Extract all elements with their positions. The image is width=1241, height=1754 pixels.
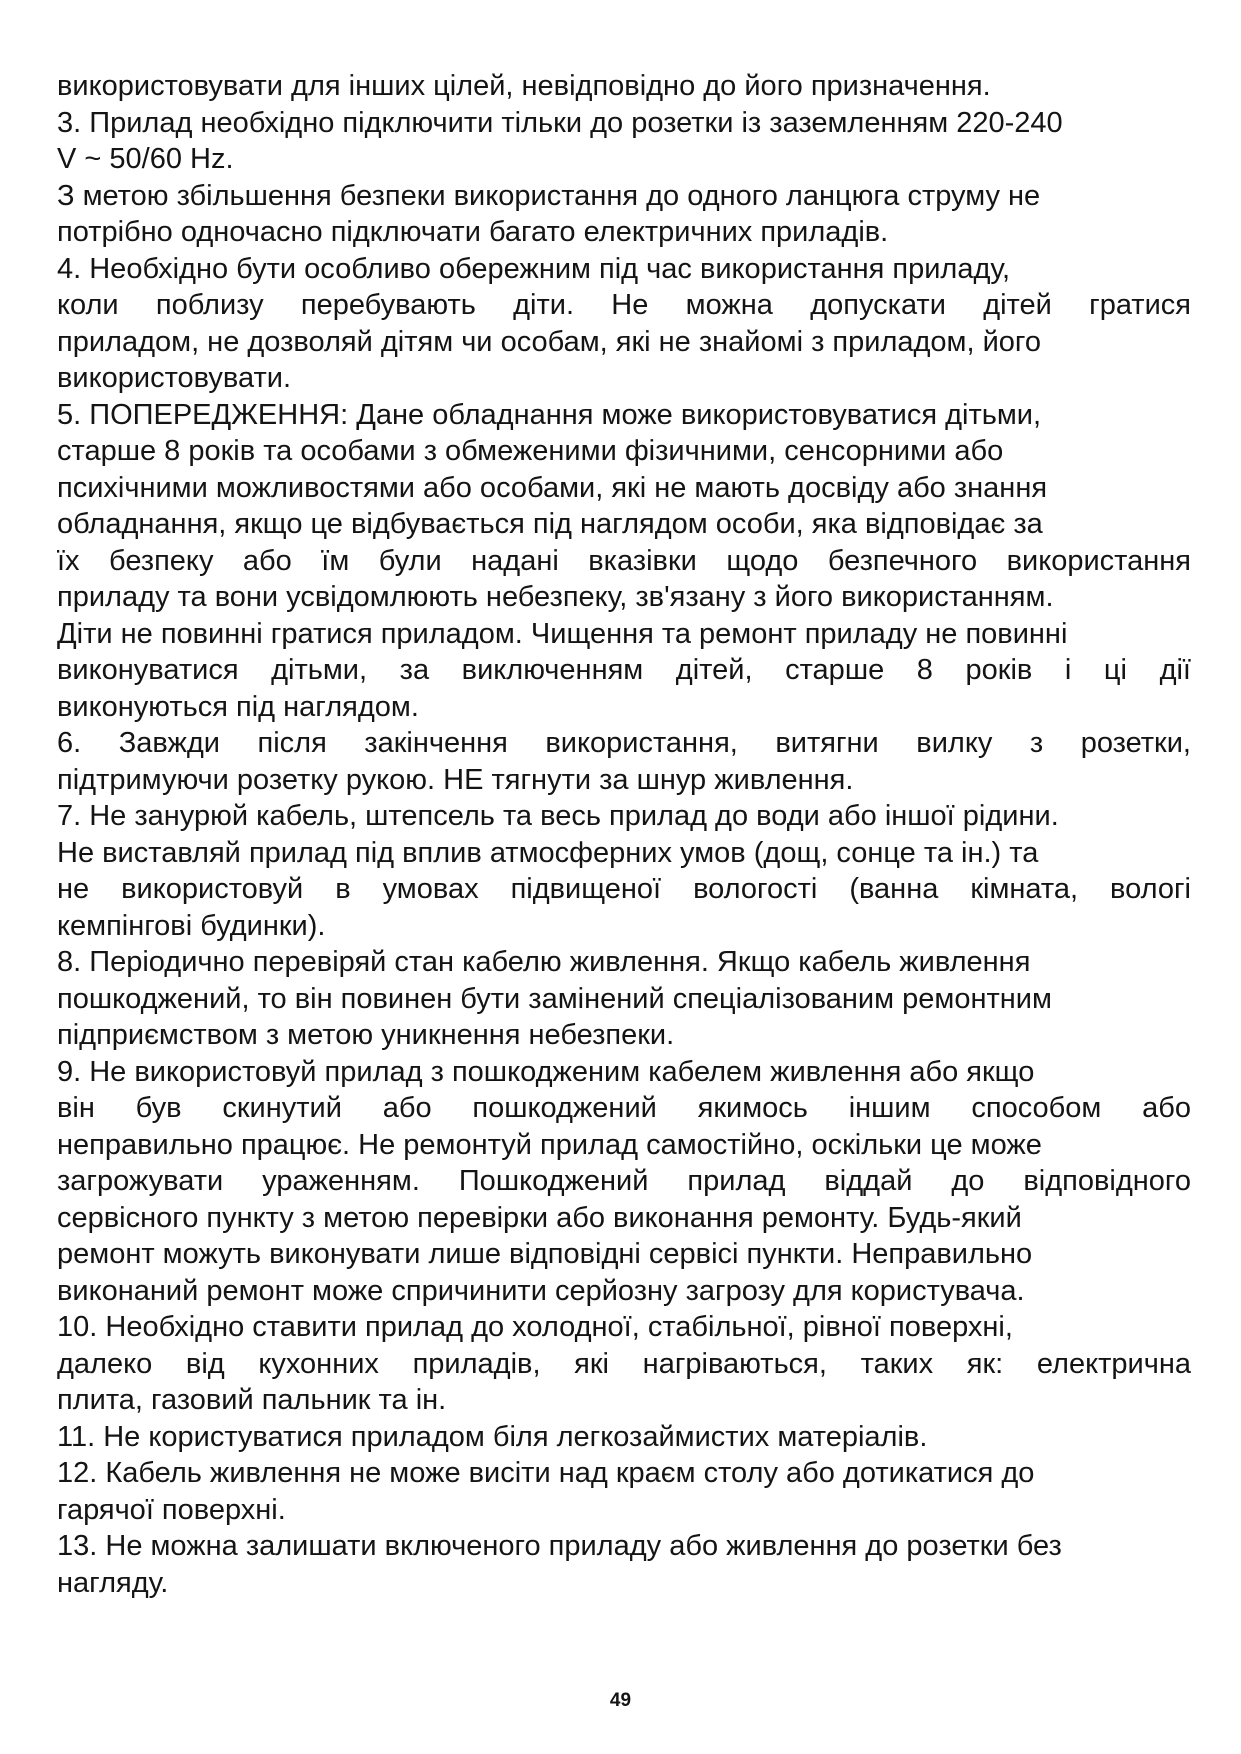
text-line: Не виставляй прилад під вплив атмосферних умов (дощ, сонце та ін.) та xyxy=(57,836,1039,869)
text-line: використовувати. xyxy=(57,362,292,394)
text-line: приладу та вони усвідомлюють небезпеку, зв'язану з його використанням. xyxy=(57,581,1054,613)
text-line: Діти не повинні гратися приладом. Чищення та ремонт приладу не повинні xyxy=(57,617,1068,650)
text-line: сервісного пункту з метою перевірки або виконання ремонту. Будь-який xyxy=(57,1201,1022,1234)
text-line: коли поблизу перебувають діти. Не можна допускати дітей гратися xyxy=(57,289,1191,321)
text-line: приладом, не дозволяй дітям чи особам, які не знайомі з приладом, його xyxy=(57,325,1042,358)
text-line: не використовуй в умовах підвищеної вологості (ванна кімната, вологі xyxy=(57,873,1191,905)
text-line: З метою збільшення безпеки використання до одного ланцюга струму не xyxy=(57,179,1041,212)
text-line: 9. Не використовуй прилад з пошкодженим кабелем живлення або якщо xyxy=(57,1055,1035,1088)
text-line: обладнання, якщо це відбувається під наглядом особи, яка відповідає за xyxy=(57,508,1043,540)
text-line: V ~ 50/60 Hz. xyxy=(57,143,234,175)
text-line: пошкоджений, то він повинен бути замінений спеціалізованим ремонтним xyxy=(57,982,1052,1015)
text-line: старше 8 років та особами з обмеженими фізичними, сенсорними або xyxy=(57,435,1004,467)
text-line: потрібно одночасно підключати багато електричних приладів. xyxy=(57,216,889,248)
text-line: гарячої поверхні. xyxy=(57,1493,286,1526)
page-number: 49 xyxy=(609,1690,632,1711)
text-line: нагляду. xyxy=(57,1566,169,1599)
text-line: 8. Періодично перевіряй стан кабелю живлення. Якщо кабель живлення xyxy=(57,946,1031,978)
text-line: психічними можливостями або особами, які не мають досвіду або знання xyxy=(57,471,1048,504)
text-line: 13. Не можна залишати включеного приладу або живлення до розетки без xyxy=(57,1530,1062,1562)
text-line: підтримуючи розетку рукою. НЕ тягнути за шнур живлення. xyxy=(57,763,854,796)
document-body xyxy=(57,68,1191,1628)
text-line: виконуються під наглядом. xyxy=(57,690,419,723)
text-line: загрожувати ураженням. Пошкоджений прилад віддай до відповідного xyxy=(57,1165,1191,1197)
text-line: виконаний ремонт може спричинити серйозну загрозу для користувача. xyxy=(57,1274,1025,1307)
text-line: використовувати для інших цілей, невідповідно до його призначення. xyxy=(57,70,991,102)
text-line: 10. Необхідно ставити прилад до холодної, стабільної, рівної поверхні, xyxy=(57,1311,1013,1343)
text-line: 11. Не користуватися приладом біля легкозаймистих матеріалів. xyxy=(57,1420,928,1453)
text-line: 12. Кабель живлення не може висіти над краєм столу або дотикатися до xyxy=(57,1457,1035,1489)
text-line: 6. Завжди після закінчення використання, витягни вилку з розетки, xyxy=(57,727,1191,759)
text-line: їх безпеку або їм були надані вказівки щодо безпечного використання xyxy=(57,544,1191,577)
text-line: 7. Не занурюй кабель, штепсель та весь прилад до води або іншої рідини. xyxy=(57,800,1059,832)
text-line: плита, газовий пальник та ін. xyxy=(57,1384,447,1416)
text-line: кемпінгові будинки). xyxy=(57,909,326,942)
text-line: 3. Прилад необхідно підключити тільки до розетки із заземленням 220-240 xyxy=(57,106,1063,139)
text-line: він був скинутий або пошкоджений якимось іншим способом або xyxy=(57,1092,1191,1124)
text-line: далеко від кухонних приладів, які нагріваються, таких як: електрична xyxy=(57,1347,1191,1380)
text-line: 5. ПОПЕРЕДЖЕННЯ: Дане обладнання може використовуватися дітьми, xyxy=(57,398,1042,431)
text-line: 4. Необхідно бути особливо обережним під час використання приладу, xyxy=(57,252,1011,285)
text-line: неправильно працює. Не ремонтуй прилад самостійно, оскільки це може xyxy=(57,1128,1042,1161)
text-line: ремонт можуть виконувати лише відповідні сервісі пункти. Неправильно xyxy=(57,1238,1033,1270)
text-line: підприємством з метою уникнення небезпеки. xyxy=(57,1019,675,1051)
text-line: виконуватися дітьми, за виключенням дітей, старше 8 років і ці дії xyxy=(57,654,1191,686)
